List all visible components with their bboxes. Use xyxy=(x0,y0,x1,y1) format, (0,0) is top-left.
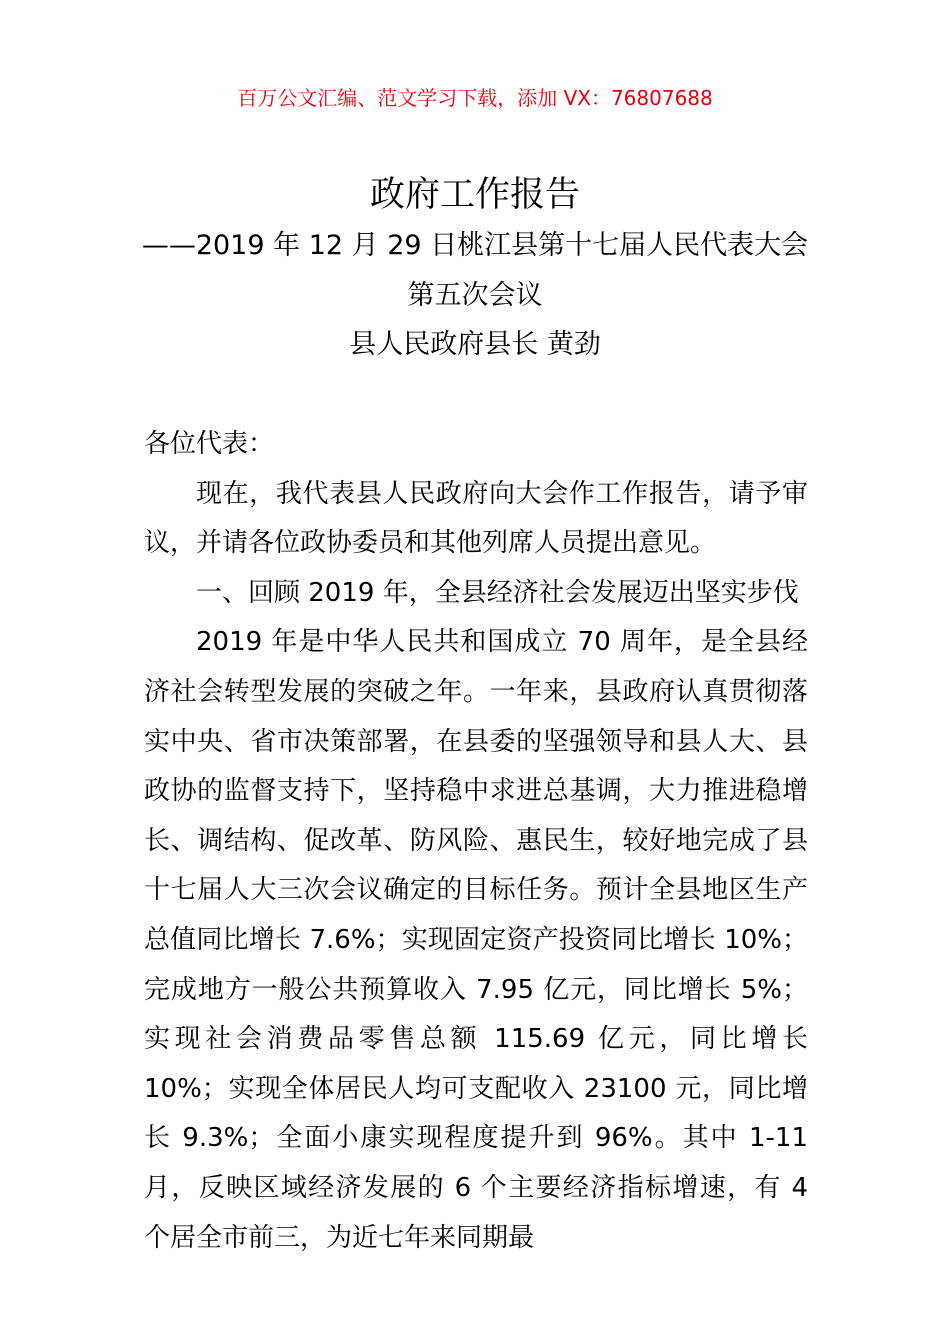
report-title: 政府工作报告 xyxy=(369,175,580,215)
section-heading-review: 一、回顾 2019 年，全县经济社会发展迈出坚实步伐 xyxy=(196,577,799,608)
body-paragraph-intro: 现在，我代表县人民政府向大会作工作报告，请予审议，并请各位政协委员和其他列席人员提出意见。 xyxy=(144,478,808,559)
header-note: 百万公文汇编、范文学习下载，添加 VX：76807688 xyxy=(237,86,713,110)
salutation: 各位代表： xyxy=(144,429,275,459)
report-subtitle: ——2019 年 12 月 29 日桃江县第十七届人民代表大会第五次会议 xyxy=(141,230,809,311)
report-author: 县人民政府县长 黄劲 xyxy=(349,329,601,360)
report-body xyxy=(144,420,808,1263)
body-paragraph-review: 2019 年是中华人民共和国成立 70 周年，是全县经济社会转型发展的突破之年。一年来，县政府认真贯彻落实中央、省市决策部署，在县委的坚强领导和县人大、县政协的监督支持下，坚持稳中求进总基调，大力推进稳增长、调结构、促改革、防风险、惠民生，较好地完成了县十七届人大三次会议确定的目标任务。预计全县地区生产总值同比增长 7.6%；实现固定资产投资同比增长 10%；完成地方一般公共预算收入 7.95 亿元，同比增长 5%；实现社会消费品零售总额 115.69 亿元，同比增长 10%；实现全体居民人均可支配收入 23100 元，同比增长 9.3%；全面小康实现程度提升到 96%。其中 1-11 月，反映区域经济发展的 6 个主要经济指标增速，有 4 个居全市前三，为近七年来同期最 xyxy=(144,627,808,1253)
